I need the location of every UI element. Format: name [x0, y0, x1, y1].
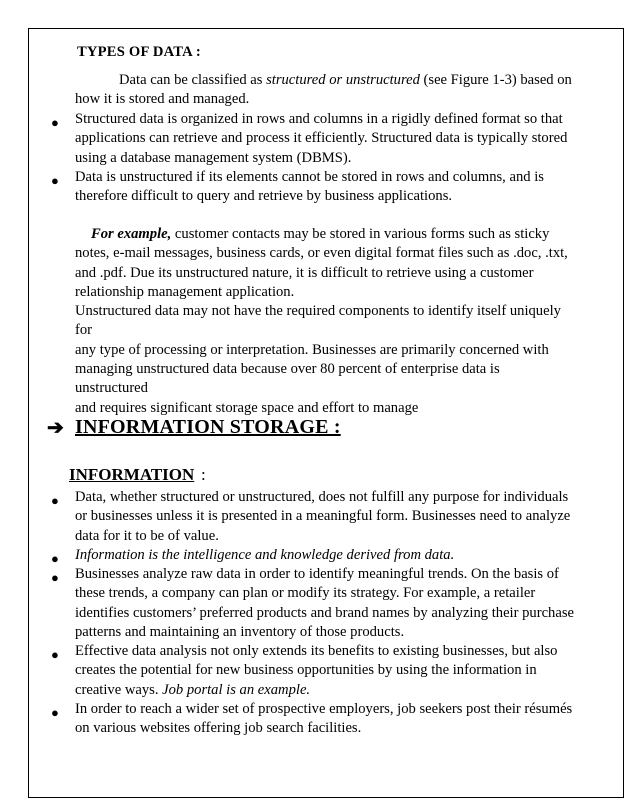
bullet-marker: ●	[51, 570, 59, 585]
bullet-line: In order to reach a wider set of prospective employers, job seekers post their résumés	[75, 701, 573, 717]
bullet-line: or businesses unless it is presented in a meaningful form. Businesses need to analyze	[75, 508, 571, 525]
bullet-line: applications can retrieve and process it efficiently. Structured data is typically stored	[75, 130, 568, 147]
bullet-line: Structured data is organized in rows and columns in a rigidly defined format so that	[75, 111, 563, 127]
bullet-data-meaning	[75, 488, 575, 546]
bullet-effective-analysis	[75, 642, 575, 700]
paragraph2-line: Unstructured data may not have the required components to identify itself uniquely for	[75, 303, 561, 339]
bullet-line: creates the potential for new business opportunities by using the information in	[75, 662, 537, 679]
paragraph2-line: and requires significant storage space and effort to manage	[75, 399, 419, 416]
bullet-unstructured	[75, 168, 575, 207]
bullet-italic-text: Job portal is an example.	[162, 681, 311, 698]
bullet-text: creative ways.	[75, 681, 163, 698]
bullet-line: Data is unstructured if its elements cannot be stored in rows and columns, and is	[75, 169, 544, 185]
bullet-line: using a database management system (DBMS).	[75, 149, 352, 166]
bullet-job-seekers	[75, 700, 575, 739]
bullet-marker: ●	[51, 173, 59, 188]
example-line: and .pdf. Due its unstructured nature, it is difficult to retrieve using a customer	[75, 264, 534, 281]
example-line: notes, e-mail messages, business cards, or even digital format files such as .doc, .txt,	[75, 245, 568, 262]
information-storage-heading: INFORMATION STORAGE :	[75, 416, 341, 438]
intro-line-2: how it is stored and managed.	[75, 91, 250, 108]
intro-italic: structured or unstructured	[266, 72, 420, 88]
bullet-line	[75, 681, 575, 700]
bullet-line: on various websites offering job search facilities.	[75, 720, 362, 737]
paragraph2-line: any type of processing or interpretation. Businesses are primarily concerned with	[75, 341, 549, 358]
bullet-information-definition	[75, 546, 575, 565]
bullet-structured	[75, 110, 575, 168]
document-page	[28, 28, 624, 798]
bullet-analyze-trends	[75, 565, 575, 642]
intro-text: Data can be classified as	[119, 72, 267, 88]
bullet-marker: ●	[51, 647, 59, 662]
section-title: TYPES OF DATA :	[77, 44, 201, 60]
example-line-1	[75, 225, 575, 244]
bullet-line: therefore difficult to query and retrieve by business applications.	[75, 188, 453, 205]
bullet-italic-line: Information is the intelligence and knowledge derived from data.	[75, 547, 455, 563]
bullet-line: identifies customers’ preferred products and brand names by analyzing their purchase	[75, 604, 574, 621]
bullet-line: Data, whether structured or unstructured, does not fulfill any purpose for individuals	[75, 489, 569, 505]
example-text: customer contacts may be stored in various forms such as sticky	[171, 226, 550, 242]
example-line: relationship management application.	[75, 283, 295, 300]
bullet-marker: ●	[51, 705, 59, 720]
information-colon: :	[201, 465, 206, 484]
arrow-icon: ➔	[47, 417, 64, 439]
paragraph2-line: managing unstructured data because over 80 percent of enterprise data is unstructured	[75, 361, 500, 397]
bullet-line: Businesses analyze raw data in order to identify meaningful trends. On the basis of	[75, 566, 559, 582]
intro-paragraph	[75, 71, 575, 110]
bullet-marker: ●	[51, 551, 59, 566]
intro-line-1	[75, 71, 575, 90]
bullet-marker: ●	[51, 493, 59, 508]
example-paragraph	[75, 225, 575, 418]
information-heading: INFORMATION	[69, 465, 195, 484]
example-label: For example,	[91, 226, 172, 242]
bullet-line: data for it to be of value.	[75, 527, 219, 544]
bullet-line: these trends, a company can plan or modify its strategy. For example, a retailer	[75, 585, 536, 602]
bullet-line: patterns and maintaining an inventory of those products.	[75, 623, 405, 640]
bullet-marker: ●	[51, 115, 59, 130]
intro-text-rest: (see Figure 1-3) based on	[419, 72, 572, 88]
bullet-line: Effective data analysis not only extends its benefits to existing businesses, but also	[75, 643, 558, 659]
